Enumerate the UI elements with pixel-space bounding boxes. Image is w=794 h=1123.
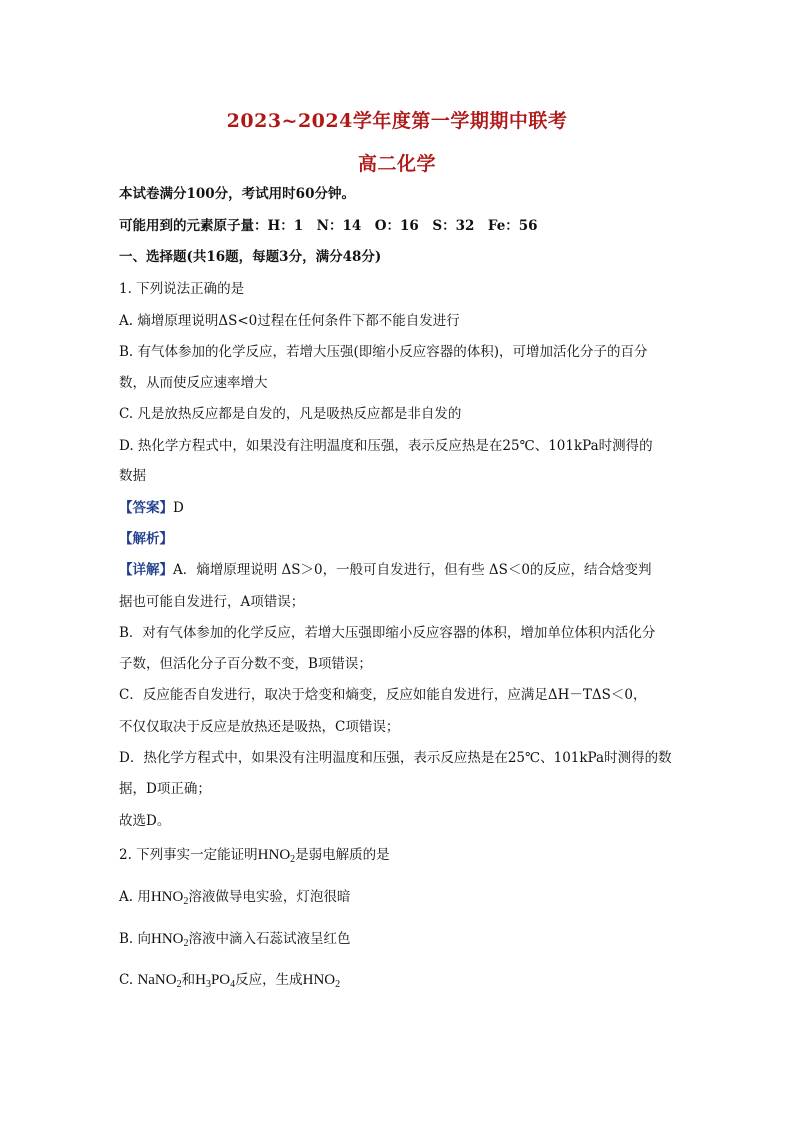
option-text: 溶液中滴入石蕊试液呈红色 <box>188 931 351 947</box>
page-subtitle: 高二化学 <box>357 153 436 175</box>
answer-tag: 【答案】 <box>119 500 173 516</box>
q1-option-b-line2: 数，从而使反应速率增大 <box>119 375 268 391</box>
q2-stem-text-end: 是弱电解质的是 <box>295 847 390 863</box>
q1-conclusion: 故选D。 <box>119 813 171 829</box>
formula-base: HNO <box>150 889 184 905</box>
option-text: 和 <box>181 972 196 988</box>
formula-base: HNO <box>257 847 291 863</box>
hno2-formula <box>258 847 296 863</box>
formula-subscript: 2 <box>176 979 182 990</box>
q1-answer <box>119 499 679 517</box>
option-label: B. 向 <box>119 931 152 947</box>
q1-detail-b-line1: B．对有气体参加的化学反应，若增大压强即缩小反应容器的体积，增加单位体积内活化分 <box>119 625 656 641</box>
formula-base: HNO <box>151 931 184 947</box>
q1-analysis <box>119 530 679 548</box>
q2-stem-text: 2. 下列事实一定能证明 <box>119 847 258 863</box>
option-text: 反应，生成 <box>235 972 303 988</box>
q1-option-d-line1: D. 热化学方程式中，如果没有注明温度和压强，表示反应热是在25℃、101kPa时测得的 <box>119 438 653 454</box>
formula-subscript: 2 <box>290 854 296 865</box>
q1-detail-d-line2: 据，D项正确； <box>119 781 211 797</box>
q1-stem: 1. 下列说法正确的是 <box>119 281 245 297</box>
formula-subscript: 2 <box>183 896 189 907</box>
q1-detail-d-line1: D．热化学方程式中，如果没有注明温度和压强，表示反应热是在25℃、101kPa时测得的数 <box>119 750 672 766</box>
page-title: 2023~2024学年度第一学期期中联考 <box>226 110 568 132</box>
formula-subscript: 4 <box>230 979 236 990</box>
atomic-masses-line: 可能用到的元素原子量：H：1 N：14 O：16 S：32 Fe：56 <box>119 218 538 234</box>
hno2-formula <box>303 972 341 988</box>
q2-option-b <box>119 930 679 948</box>
formula-base: H <box>195 972 206 988</box>
q1-option-c: C. 凡是放热反应都是自发的，凡是吸热反应都是非自发的 <box>119 406 462 422</box>
option-text: 溶液做导电实验，灯泡很暗 <box>188 889 351 905</box>
formula-base: PO <box>210 972 231 988</box>
hno2-formula <box>151 889 189 905</box>
q1-detail-a-line2: 据也可能自发进行，A项错误； <box>119 594 305 610</box>
formula-subscript: 2 <box>335 979 341 990</box>
nano2-formula <box>137 972 181 988</box>
formula-base: NaNO <box>137 972 177 988</box>
score-line: 本试卷满分100分，考试用时60分钟。 <box>119 186 355 202</box>
q2-stem <box>119 846 679 864</box>
q1-option-d-line2: 数据 <box>119 468 146 484</box>
formula-base: HNO <box>302 972 336 988</box>
section-title: 一、选择题(共16题，每题3分，满分48分) <box>119 249 382 265</box>
q1-detail-c-line1: C．反应能否自发进行，取决于焓变和熵变，反应如能自发进行，应满足ΔH－TΔS＜0， <box>119 687 647 703</box>
detail-tag: 【详解】 <box>119 562 173 578</box>
option-label: A. 用 <box>119 889 151 905</box>
analysis-tag: 【解析】 <box>119 531 173 547</box>
formula-subscript: 3 <box>205 979 211 990</box>
h3po4-formula <box>195 972 235 988</box>
q1-detail-b-line2: 子数，但活化分子百分数不变，B项错误； <box>119 656 372 672</box>
q2-option-a <box>119 888 679 906</box>
formula-subscript: 2 <box>183 938 189 949</box>
q1-option-b-line1: B. 有气体参加的化学反应，若增大压强(即缩小反应容器的体积)，可增加活化分子的百分 <box>119 344 648 360</box>
q1-option-a: A. 熵增原理说明ΔS<0过程在任何条件下都不能自发进行 <box>119 313 460 329</box>
q1-detail-a-line1 <box>119 561 679 579</box>
detail-a-text: A．熵增原理说明 ΔS＞0，一般可自发进行，但有些 ΔS＜0的反应，结合焓变判 <box>173 562 652 578</box>
q1-detail-c-line2: 不仅仅取决于反应是放热还是吸热，C项错误； <box>119 719 400 735</box>
q2-option-c <box>119 971 679 989</box>
option-label: C. <box>119 972 138 988</box>
hno2-formula <box>151 931 189 947</box>
answer-value: D <box>173 500 184 516</box>
